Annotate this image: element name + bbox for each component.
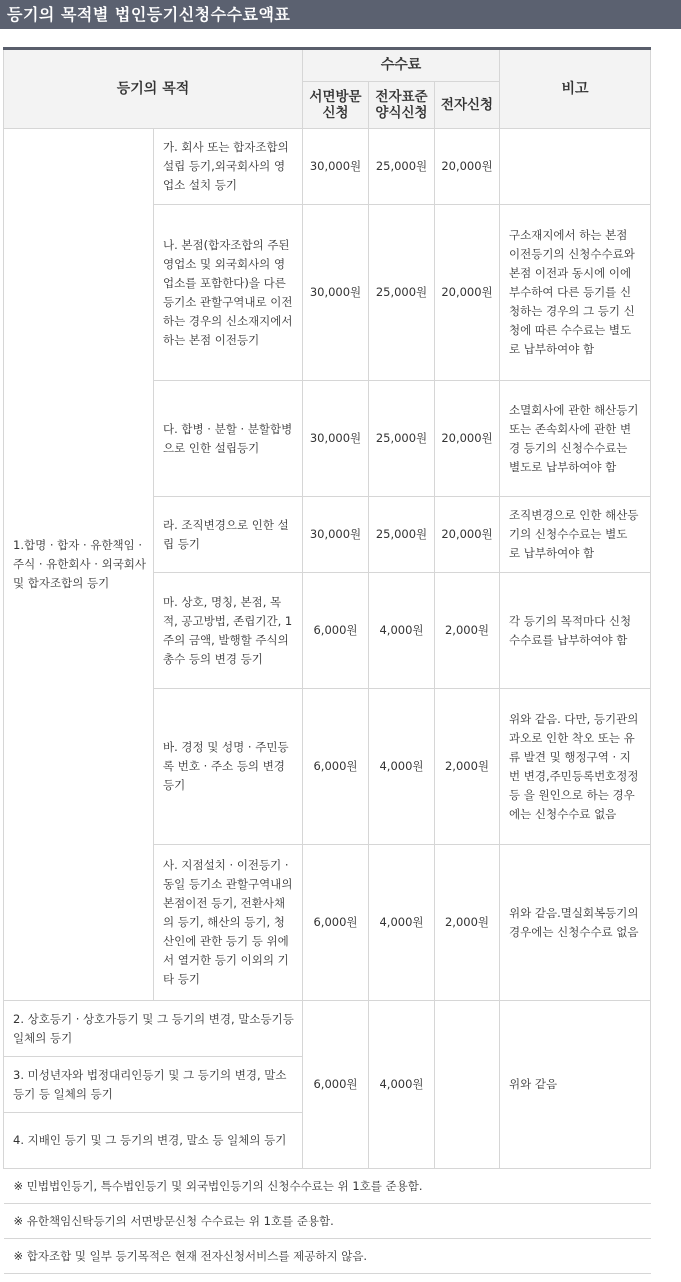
purpose-cell: 마. 상호, 명칭, 본점, 목적, 공고방법, 존립기간, 1주의 금액, 발행할 주식의 총수 등의 변경 등기	[154, 573, 303, 689]
remark-cell: 구소재지에서 하는 본점 이전등기의 신청수수료와 본점 이전과 동시에 이에 부수하여 다른 등기를 신청하는 경우의 그 등기 신청에 따른 수수료는 별도로 납부하여야 함	[500, 205, 651, 381]
remark-cell: 위와 같음	[500, 1001, 651, 1169]
electronic-fee: 20,000원	[435, 381, 500, 497]
note-text: ※ 유한책임신탁등기의 서면방문신청 수수료는 위 1호를 준용함.	[4, 1204, 651, 1239]
purpose-cell: 라. 조직변경으로 인한 설립 등기	[154, 497, 303, 573]
standard-fee: 4,000원	[369, 573, 435, 689]
standard-fee: 25,000원	[369, 381, 435, 497]
header-electronic: 전자신청	[435, 82, 500, 129]
remark-cell	[500, 129, 651, 205]
purpose-cell: 나. 본점(합자조합의 주된 영업소 및 외국회사의 영업소를 포함한다)을 다른 등기소 관할구역내로 이전하는 경우의 신소재지에서 하는 본점 이전등기	[154, 205, 303, 381]
visit-fee: 6,000원	[303, 1001, 369, 1169]
table-row	[4, 129, 651, 205]
electronic-fee: 20,000원	[435, 497, 500, 573]
remark-cell: 위와 같음.멸실회복등기의 경우에는 신청수수료 없음	[500, 845, 651, 1001]
remark-cell: 조직변경으로 인한 해산등기의 신청수수료는 별도 로 납부하여야 함	[500, 497, 651, 573]
purpose-cell: 사. 지점설치 · 이전등기 · 동일 등기소 관할구역내의 본점이전 등기, 전환사채의 등기, 해산의 등기, 청산인에 관한 등기 등 위에서 열거한 등기 이외의 기타 등기	[154, 845, 303, 1001]
standard-fee: 4,000원	[369, 845, 435, 1001]
visit-fee: 6,000원	[303, 573, 369, 689]
header-row	[4, 49, 651, 82]
purpose-cell: 바. 경정 및 성명 · 주민등록 번호 · 주소 등의 변경 등기	[154, 689, 303, 845]
note-text: ※ 합자조합 및 일부 등기목적은 현재 전자신청서비스를 제공하지 않음.	[4, 1239, 651, 1274]
remark-cell: 위와 같음. 다만, 등기관의 과오로 인한 착오 또는 유류 발견 및 행정구역 · 지번 변경,주민등록번호정정 등 을 원인으로 하는 경우에는 신청수수료 없음	[500, 689, 651, 845]
standard-fee: 25,000원	[369, 497, 435, 573]
purpose-cell: 가. 회사 또는 합자조합의 설립 등기,외국회사의 영업소 설치 등기	[154, 129, 303, 205]
header-visit: 서면방문 신청	[303, 82, 369, 129]
fee-table	[3, 47, 651, 1274]
purpose-cell: 4. 지배인 등기 및 그 등기의 변경, 말소 등 일체의 등기	[4, 1113, 303, 1169]
electronic-fee: 20,000원	[435, 129, 500, 205]
remark-cell: 각 등기의 목적마다 신청 수수료를 납부하여야 함	[500, 573, 651, 689]
header-remark: 비고	[500, 49, 651, 129]
header-standard: 전자표준 양식신청	[369, 82, 435, 129]
note-row	[4, 1204, 651, 1239]
group1-label: 1.합명 · 합자 · 유한책임 · 주식 · 유한회사 · 외국회사 및 합자조합의 등기	[4, 129, 154, 1001]
visit-fee: 6,000원	[303, 689, 369, 845]
visit-fee: 30,000원	[303, 205, 369, 381]
standard-fee: 4,000원	[369, 1001, 435, 1169]
electronic-fee: 20,000원	[435, 205, 500, 381]
purpose-cell: 다. 합병 · 분할 · 분할합병으로 인한 설립등기	[154, 381, 303, 497]
header-fee: 수수료	[303, 49, 500, 82]
electronic-fee: 2,000원	[435, 689, 500, 845]
note-text: ※ 민법법인등기, 특수법인등기 및 외국법인등기의 신청수수료는 위 1호를 준용함.	[4, 1169, 651, 1204]
visit-fee: 30,000원	[303, 129, 369, 205]
standard-fee: 4,000원	[369, 689, 435, 845]
purpose-cell: 2. 상호등기 · 상호가등기 및 그 등기의 변경, 말소등기등 일체의 등기	[4, 1001, 303, 1057]
note-row	[4, 1239, 651, 1274]
visit-fee: 30,000원	[303, 497, 369, 573]
purpose-cell: 3. 미성년자와 법정대리인등기 및 그 등기의 변경, 말소등기 등 일체의 등기	[4, 1057, 303, 1113]
visit-fee: 30,000원	[303, 381, 369, 497]
note-row	[4, 1169, 651, 1204]
table-row	[4, 1001, 651, 1057]
page-title: 등기의 목적별 법인등기신청수수료액표	[0, 0, 681, 29]
remark-cell: 소멸회사에 관한 해산등기 또는 존속회사에 관한 변경 등기의 신청수수료는 별도로 납부하여야 함	[500, 381, 651, 497]
visit-fee: 6,000원	[303, 845, 369, 1001]
standard-fee: 25,000원	[369, 129, 435, 205]
standard-fee: 25,000원	[369, 205, 435, 381]
header-purpose: 등기의 목적	[4, 49, 303, 129]
electronic-fee: 2,000원	[435, 845, 500, 1001]
electronic-fee: 2,000원	[435, 573, 500, 689]
electronic-fee-empty	[435, 1001, 500, 1169]
